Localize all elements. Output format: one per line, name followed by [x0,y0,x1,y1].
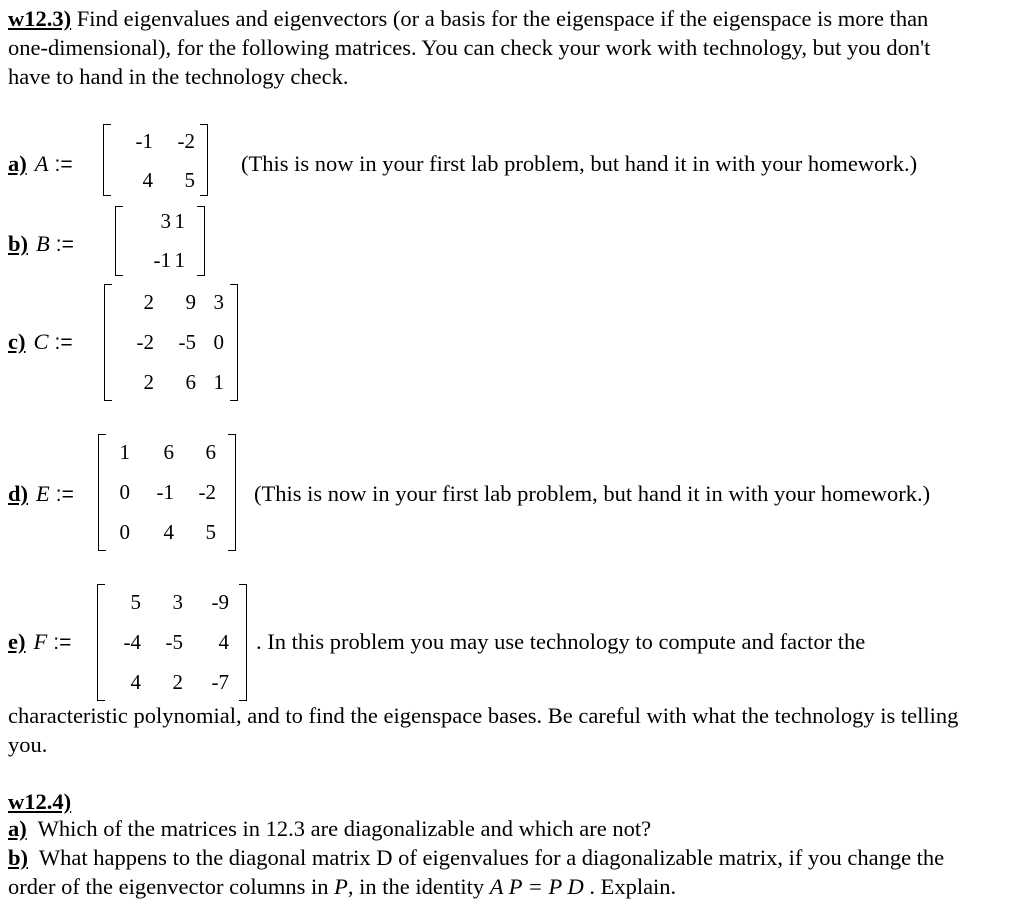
matrix-cell: -1 [156,480,174,504]
matrix-cell: 3 [213,290,224,314]
assign-symbol: := [54,331,73,354]
matrix-cell: -5 [165,630,183,654]
problem-a-label [8,150,73,179]
matrix-c [104,284,238,401]
w124-b [8,844,944,872]
matrix-cell: 4 [130,670,141,694]
problem-d-label [8,480,74,509]
matrix-cell: -4 [123,630,141,654]
w124-b-label: b) [8,845,29,870]
problem-c-letter: c) [8,329,26,354]
bracket-left [103,124,111,196]
matrix-cell: 1 [213,370,224,394]
w124-b-text: What happens to the diagonal matrix D of eigenvalues for a diagonalizable matrix, if you change the [38,845,945,870]
matrix-cell: 5 [184,168,195,192]
problem-e-var: F [33,629,48,654]
matrix-cell: 3 [160,209,171,233]
problem-e-continuation-1: characteristic polynomial, and to find the eigenspace bases. Be careful with what the technology is telling [8,703,959,728]
matrix-cell: -1 [135,129,153,153]
problem-d-letter: d) [8,481,29,506]
matrix-cell: 4 [218,630,229,654]
matrix-cell: -7 [211,670,229,694]
matrix-cell: 1 [119,440,130,464]
w124-b-end: . Explain. [583,874,677,899]
matrix-cell: 4 [142,168,153,192]
assign-symbol: := [54,153,73,176]
problem-e-letter: e) [8,629,26,654]
header-line-1 [8,5,928,33]
w123-label: w12.3) [8,6,72,31]
w124-b-line-2 [8,873,676,901]
matrix-f [97,584,247,701]
w124-a [8,815,651,843]
bracket-right [239,584,247,701]
matrix-cell: -5 [178,330,196,354]
problem-e-note: . In this problem you may use technology to compute and factor the [256,629,866,654]
w124-b-identity: A P = P D [489,874,584,899]
matrix-cell: 2 [143,290,154,314]
bracket-right [228,434,236,551]
assign-symbol: := [55,483,74,506]
matrix-cell: -2 [198,480,216,504]
problem-c-label [8,328,73,357]
header-line-2: one-dimensional), for the following matrices. You can check your work with technology, but you don't [8,35,931,60]
problem-b-label [8,230,74,259]
bracket-left [104,284,112,401]
bracket-left [98,434,106,551]
problem-b-var: B [36,231,50,256]
problem-d-var: E [36,481,50,506]
matrix-e [98,434,236,551]
bracket-left [97,584,105,701]
matrix-cell: 2 [143,370,154,394]
assign-symbol: := [55,233,74,256]
matrix-cell: 9 [185,290,196,314]
header-text-1: Find eigenvalues and eigenvectors (or a basis for the eigenspace if the eigenspace is more than [76,6,929,31]
problem-d-note: (This is now in your first lab problem, but hand it in with your homework.) [254,481,931,506]
w124-b-line2-pre: order of the eigenvector columns in [8,874,335,899]
matrix-cell: 1 [174,209,185,233]
w124-label: w12.4) [8,789,72,814]
w124-a-text: Which of the matrices in 12.3 are diagonalizable and which are not? [37,816,652,841]
matrix-cell: 6 [205,440,216,464]
bracket-right [197,206,205,276]
matrix-cell: -9 [211,590,229,614]
matrix-cell: -1 [153,248,171,272]
matrix-cell: 6 [185,370,196,394]
problem-e-label [8,628,71,657]
assign-symbol: := [53,631,72,654]
problem-b-letter: b) [8,231,29,256]
matrix-cell: 6 [163,440,174,464]
bracket-right [230,284,238,401]
w124-heading [8,788,71,816]
matrix-cell: 0 [119,520,130,544]
problem-a-letter: a) [8,151,27,176]
problem-c-var: C [33,329,49,354]
problem-a-note: (This is now in your first lab problem, but hand it in with your homework.) [241,151,918,176]
w124-b-mid: , in the identity [347,874,490,899]
matrix-a [103,124,208,196]
matrix-cell: 1 [174,248,185,272]
w124-a-label: a) [8,816,27,841]
problem-a-var: A [34,151,49,176]
matrix-cell: 4 [163,520,174,544]
matrix-cell: 0 [213,330,224,354]
matrix-b [115,206,205,276]
problem-e-continuation-2: you. [8,732,48,757]
matrix-cell: 0 [119,480,130,504]
matrix-cell: -2 [136,330,154,354]
matrix-cell: -2 [177,129,195,153]
w124-b-P: P [334,874,348,899]
bracket-left [115,206,123,276]
matrix-cell: 5 [205,520,216,544]
matrix-cell: 5 [130,590,141,614]
bracket-right [200,124,208,196]
header-line-3: have to hand in the technology check. [8,64,349,89]
matrix-cell: 2 [172,670,183,694]
matrix-cell: 3 [172,590,183,614]
